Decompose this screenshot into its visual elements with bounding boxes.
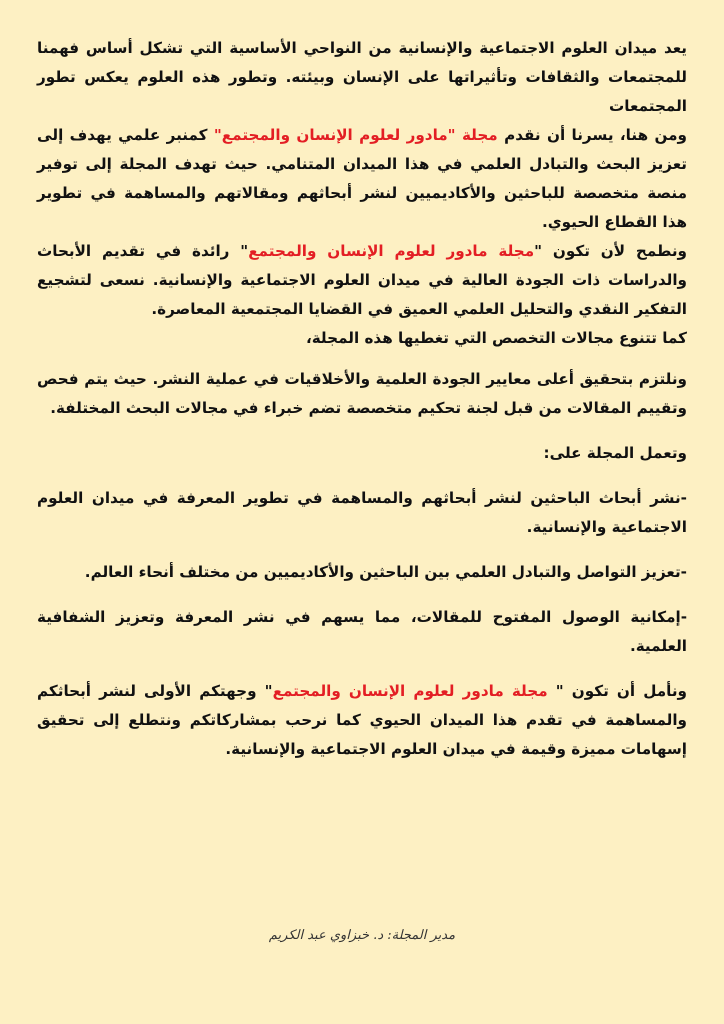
journal-name-highlight: مجلة "مادور لعلوم الإنسان والمجتمع" [213, 126, 498, 144]
specializations-text: كما تتنوع مجالات التخصص التي تغطيها هذه المجلة، [305, 329, 687, 347]
ambition-text-end: " رائدة في تقديم الأبحاث والدراسات ذات الجودة العالية في ميدان العلوم الاجتماعية والإنسانية. نسعى لتشجيع التفكير النقدي والتحليل العلمي العميق في القضايا المجتمعية المعاصرة. [37, 242, 687, 318]
mission-heading-text: وتعمل المجلة على: [543, 444, 687, 462]
journal-intro-text-end: كمنبر علمي يهدف إلى تعزيز البحث والتبادل العلمي في هذا الميدان المتنامي. حيث تهدف المجلة إلى توفير منصة متخصصة للباحثين والأكاديميين لنشر أبحاثهم ومقالاتهم والمساهمة في تطوير هذا القطاع الحيوي. [37, 126, 687, 231]
specializations-paragraph [37, 324, 687, 353]
mission-item-text: -تعزيز التواصل والتبادل العلمي بين الباحثين والأكاديميين من مختلف أنحاء العالم. [84, 563, 687, 581]
mission-heading [37, 439, 687, 468]
closing-text-start: ونأمل أن تكون " [547, 682, 687, 700]
journal-intro-paragraph [37, 121, 687, 237]
mission-item-text: -إمكانية الوصول المفتوح للمقالات، مما يسهم في نشر المعرفة وتعزيز الشفافية العلمية. [37, 608, 687, 655]
quality-paragraph [37, 365, 687, 423]
closing-paragraph [37, 677, 687, 764]
mission-item [37, 603, 687, 661]
intro-text: يعد ميدان العلوم الاجتماعية والإنسانية من النواحي الأساسية التي تشكل أساس فهمنا للمجتمعات والثقافات وتأثيراتها على الإنسان وبيئته. وتطور هذه العلوم يعكس تطور المجتمعات [37, 39, 687, 115]
intro-paragraph [37, 34, 687, 121]
mission-item-text: -نشر أبحاث الباحثين لنشر أبحاثهم والمساهمة في تطوير المعرفة في ميدان العلوم الاجتماعية والإنسانية. [37, 489, 687, 536]
ambition-text-start: ونطمح لأن تكون " [534, 242, 687, 260]
ambition-paragraph [37, 237, 687, 324]
mission-item [37, 558, 687, 587]
editor-signature: مدير المجلة: د. خبزاوي عبد الكريم [268, 928, 456, 943]
journal-name-highlight: مجلة مادور لعلوم الإنسان والمجتمع [272, 682, 548, 700]
mission-item [37, 484, 687, 542]
journal-name-highlight: مجلة مادور لعلوم الإنسان والمجتمع [248, 242, 535, 260]
closing-text-end: " وجهتكم الأولى لنشر أبحاثكم والمساهمة في تقدم هذا الميدان الحيوي كما نرحب بمشاركاتكم ونتطلع إلى تحقيق إسهامات مميزة وقيمة في ميدان العلوم الاجتماعية والإنسانية. [37, 682, 687, 758]
quality-text: ونلتزم بتحقيق أعلى معايير الجودة العلمية والأخلاقيات في عملية النشر. حيث يتم فحص وتقييم المقالات من قبل لجنة تحكيم متخصصة تضم خبراء في مجالات البحث المختلفة. [37, 370, 687, 417]
journal-intro-text-start: ومن هنا، يسرنا أن نقدم [497, 126, 687, 144]
